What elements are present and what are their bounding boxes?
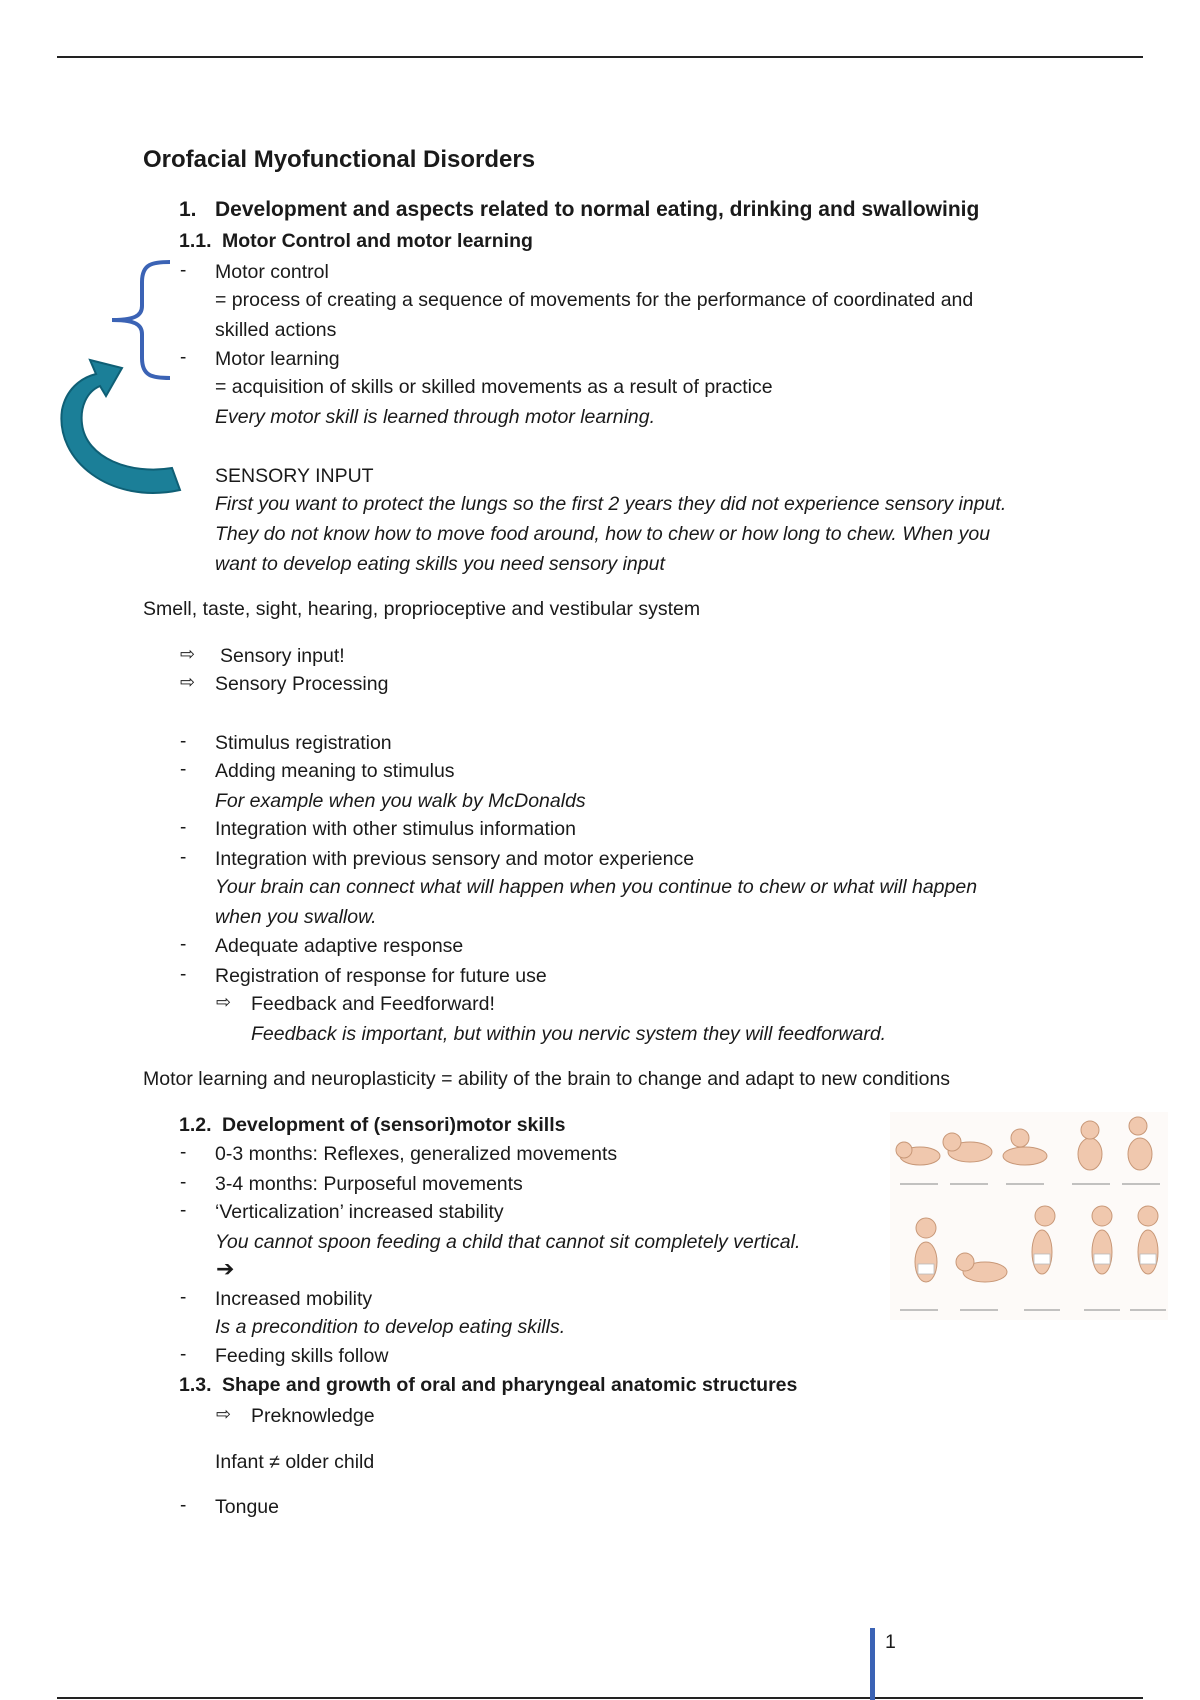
dev-item-3-note: You cannot spoon feeding a child that cannot sit completely vertical. (215, 1231, 801, 1253)
infant-development-illustration (890, 1112, 1168, 1320)
section-1-2-heading: Development of (sensori)motor skills (222, 1114, 566, 1136)
footer-rule (57, 1697, 1143, 1699)
step-4-note-1: Your brain can connect what will happen when you continue to chew or what will happen (215, 876, 978, 898)
section-1-2-number: 1.2. (179, 1114, 212, 1136)
senses-line: Smell, taste, sight, hearing, proprioceptive and vestibular system (143, 598, 701, 620)
dev-item-3: ‘Verticalization’ increased stability (215, 1201, 504, 1223)
arrow-icon: ⇨ (216, 1404, 232, 1424)
motor-learning-note: Every motor skill is learned through motor learning. (215, 406, 656, 428)
bullet-dash: - (180, 847, 187, 868)
bullet-dash: - (180, 1495, 187, 1516)
section-1-1-number: 1.1. (179, 230, 212, 252)
bullet-dash: - (180, 260, 187, 281)
neuroplasticity-line: Motor learning and neuroplasticity = ability of the brain to change and adapt to new conditions (143, 1068, 951, 1090)
step-1: Stimulus registration (215, 732, 392, 754)
sensory-note-3: want to develop eating skills you need sensory input (215, 553, 665, 575)
section-1-3-number: 1.3. (179, 1374, 212, 1396)
step-2-note: For example when you walk by McDonalds (215, 790, 586, 812)
bullet-dash: - (180, 347, 187, 368)
arrow-icon: ⇨ (180, 672, 196, 692)
bracket-icon (108, 258, 174, 382)
arrow-item-1: Sensory input! (220, 645, 345, 667)
motor-control-def: = process of creating a sequence of movements for the performance of coordinated and (215, 289, 974, 311)
bullet-dash: - (180, 1344, 187, 1365)
step-2: Adding meaning to stimulus (215, 760, 455, 782)
sensory-input-heading: SENSORY INPUT (215, 465, 374, 487)
motor-learning-term: Motor learning (215, 348, 340, 370)
dev-item-2: 3-4 months: Purposeful movements (215, 1173, 523, 1195)
dev-item-1: 0-3 months: Reflexes, generalized movements (215, 1143, 618, 1165)
arrow-icon: ⇨ (180, 644, 196, 664)
bullet-dash: - (180, 934, 187, 955)
sensory-note-2: They do not know how to move food around, how to chew or how long to chew. When you (215, 523, 991, 545)
page-title: Orofacial Myofunctional Disorders (143, 146, 536, 173)
section-1-3-heading: Shape and growth of oral and pharyngeal anatomic structures (222, 1374, 798, 1396)
right-arrow-icon: ➔ (216, 1256, 235, 1281)
feedback-item: Feedback and Feedforward! (251, 993, 495, 1015)
motor-control-term: Motor control (215, 261, 329, 283)
dev-item-5: Feeding skills follow (215, 1345, 389, 1367)
feedback-note: Feedback is important, but within you nervic system they will feedforward. (251, 1023, 887, 1045)
sensory-note-1: First you want to protect the lungs so the first 2 years they did not experience sensory input. (215, 493, 1007, 515)
bullet-dash: - (180, 759, 187, 780)
arrow-item-2: Sensory Processing (215, 673, 389, 695)
bullet-dash: - (180, 1172, 187, 1193)
infant-vs-child: Infant ≠ older child (215, 1451, 375, 1473)
motor-control-def-cont: skilled actions (215, 319, 337, 341)
bullet-dash: - (180, 964, 187, 985)
bullet-dash: - (180, 1142, 187, 1163)
bullet-dash: - (180, 1287, 187, 1308)
section-1-heading: Development and aspects related to normal eating, drinking and swallowinig (215, 198, 980, 221)
step-6: Registration of response for future use (215, 965, 547, 987)
step-4: Integration with previous sensory and motor experience (215, 848, 695, 870)
section-1-1-heading: Motor Control and motor learning (222, 230, 533, 252)
step-4-note-2: when you swallow. (215, 906, 377, 928)
bullet-dash: - (180, 731, 187, 752)
page-number-bar (870, 1628, 875, 1700)
dev-item-4: Increased mobility (215, 1288, 373, 1310)
motor-learning-def: = acquisition of skills or skilled movements as a result of practice (215, 376, 773, 398)
section-1-number: 1. (179, 198, 197, 221)
step-5: Adequate adaptive response (215, 935, 464, 957)
step-3: Integration with other stimulus information (215, 818, 576, 840)
bullet-dash: - (180, 817, 187, 838)
page-number: 1 (885, 1631, 896, 1653)
bullet-dash: - (180, 1200, 187, 1221)
dev-item-4-note: Is a precondition to develop eating skills. (215, 1316, 566, 1338)
tongue-item: Tongue (215, 1496, 279, 1518)
header-rule (57, 56, 1143, 58)
preknowledge-item: Preknowledge (251, 1405, 375, 1427)
arrow-icon: ⇨ (216, 992, 232, 1012)
